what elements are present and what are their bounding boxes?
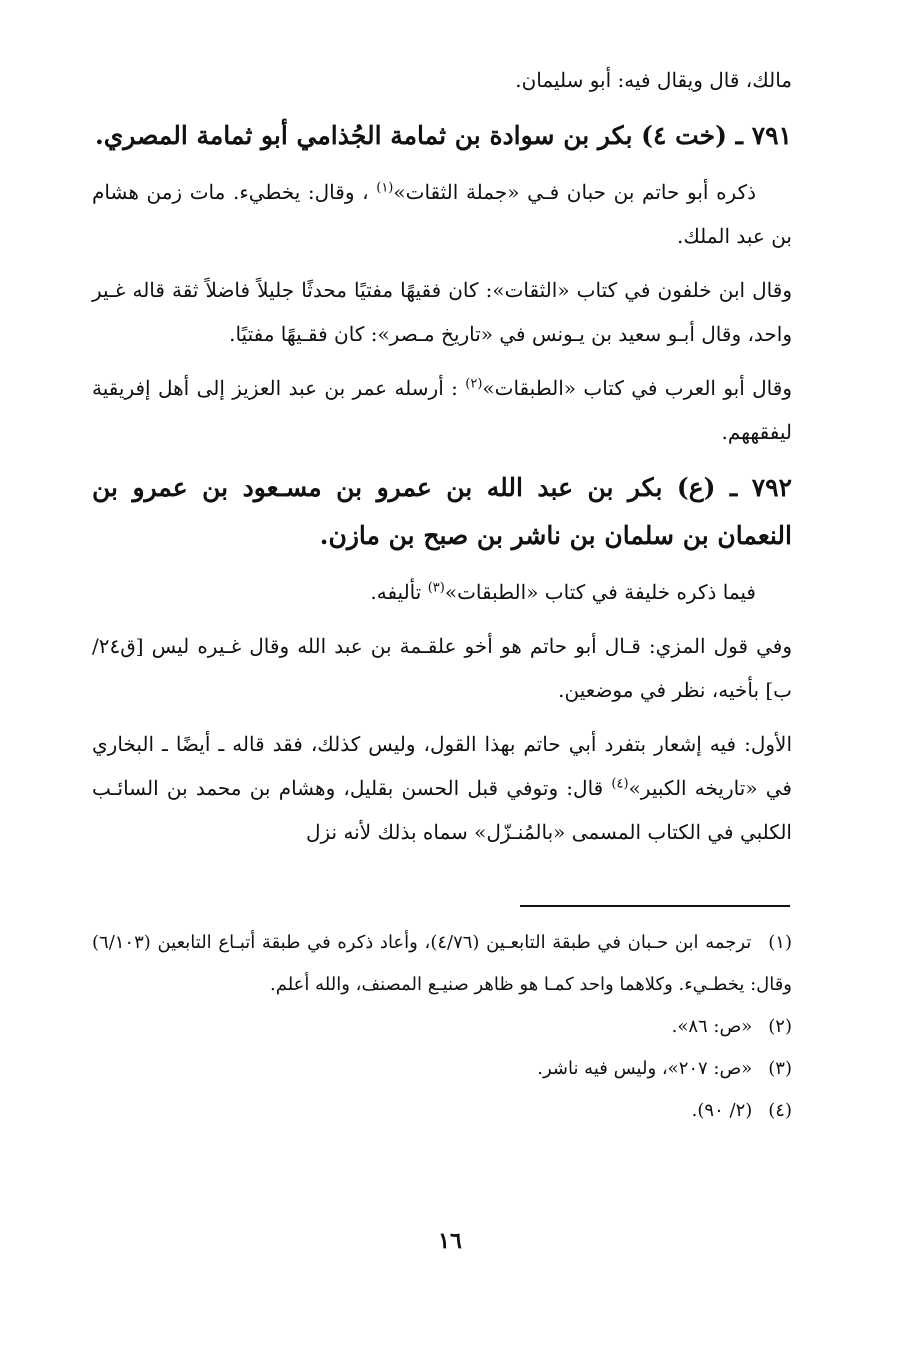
paragraph-792-2: وفي قول المزي: قـال أبو حاتم هو أخو علقـمة بن عبد الله وقال غـيره ليس [ق٢٤/ب] بأخيه، نظر في موضعين. — [92, 634, 792, 702]
footnote-item — [92, 1090, 792, 1132]
entry-heading-791: ٧٩١ ـ (خت ٤) بكر بن سوادة بن ثمامة الجُذامي أبو ثمامة المصري. — [95, 121, 792, 150]
footnote-divider — [520, 905, 790, 907]
text-segment: قال: وتوفي قبل الحسن بقليل، وهشام بن محمد بن السائـب الكلبي في الكتاب المسمى «بالمُنـزّل» سماه بذلك لأنه نزل — [92, 776, 792, 844]
footnote-item — [92, 1048, 792, 1090]
paragraph-792-1 — [92, 570, 792, 614]
page-number: ١٦ — [438, 1228, 462, 1254]
text-segment: ، وقال: يخطيء. مات زمن هشام بن عبد الملك. — [92, 180, 792, 248]
footnote-ref-1: (١) — [376, 180, 394, 196]
paragraph-792-3 — [92, 722, 792, 854]
footnote-text: «ص: ٢٠٧»، وليس فيه ناشر. — [537, 1058, 753, 1079]
paragraph-791-1 — [92, 170, 792, 258]
continuation-line: مالك، قال ويقال فيه: أبو سليمان. — [515, 68, 792, 92]
text-segment: ذكره أبو حاتم بن حبان فـي «جملة الثقات» — [393, 180, 757, 204]
text-segment: فيما ذكره خليفة في كتاب «الطبقات» — [444, 580, 756, 604]
text-segment: تأليفه. — [370, 580, 428, 604]
footnote-item — [92, 1006, 792, 1048]
text-segment: : أرسله عمر بن عبد العزيز إلى أهل إفريقية ليفقههم. — [92, 376, 792, 444]
footnote-ref-2: (٢) — [465, 376, 483, 392]
footnotes — [92, 922, 792, 1132]
footnote-item — [92, 922, 792, 1006]
footnote-ref-3: (٣) — [427, 580, 445, 596]
text-segment: وقال أبو العرب في كتاب «الطبقات» — [482, 376, 792, 400]
footnote-text: ترجمه ابن حـبان في طبقة التابعـين (٤/٧٦)، وأعاد ذكره في طبقة أتبـاع التابعين (٦/١٠٣) وقال: يخطـيء. وكلاهما واحد كمـا هو ظاهر صنيـع المصنف، والله أعلم. — [92, 932, 792, 995]
paragraph-791-2: وقال ابن خلفون في كتاب «الثقات»: كان فقيهًا مفتيًا محدثًا جليلاً فاضلاً ثقة قاله غـير واحد، وقال أبـو سعيد بن يـونس في «تاريخ مـصر»: كان فقـيهًا مفتيًا. — [92, 278, 792, 346]
footnote-number: (٣) — [768, 1058, 792, 1079]
text-segment: الأول: فيه إشعار بتفرد أبي حاتم بهذا القول، وليس كذلك، فقد قاله ـ أيضًا ـ البخاري في «تاريخه الكبير» — [92, 732, 792, 800]
footnote-text: «ص: ٨٦». — [671, 1016, 753, 1037]
footnote-number: (١) — [768, 932, 792, 953]
footnote-number: (٢) — [768, 1016, 792, 1037]
paragraph-791-3 — [92, 366, 792, 454]
footnote-text: (٢/ ٩٠). — [691, 1100, 753, 1121]
footnote-number: (٤) — [768, 1100, 792, 1121]
entry-heading-792: ٧٩٢ ـ (ع) بكر بن عبد الله بن عمرو بن مسـعود بن عمرو بن النعمان بن سلمان بن ناشر بن صبح بن مازن. — [92, 473, 792, 550]
page-body — [92, 58, 792, 864]
footnote-ref-4: (٤) — [611, 776, 629, 792]
